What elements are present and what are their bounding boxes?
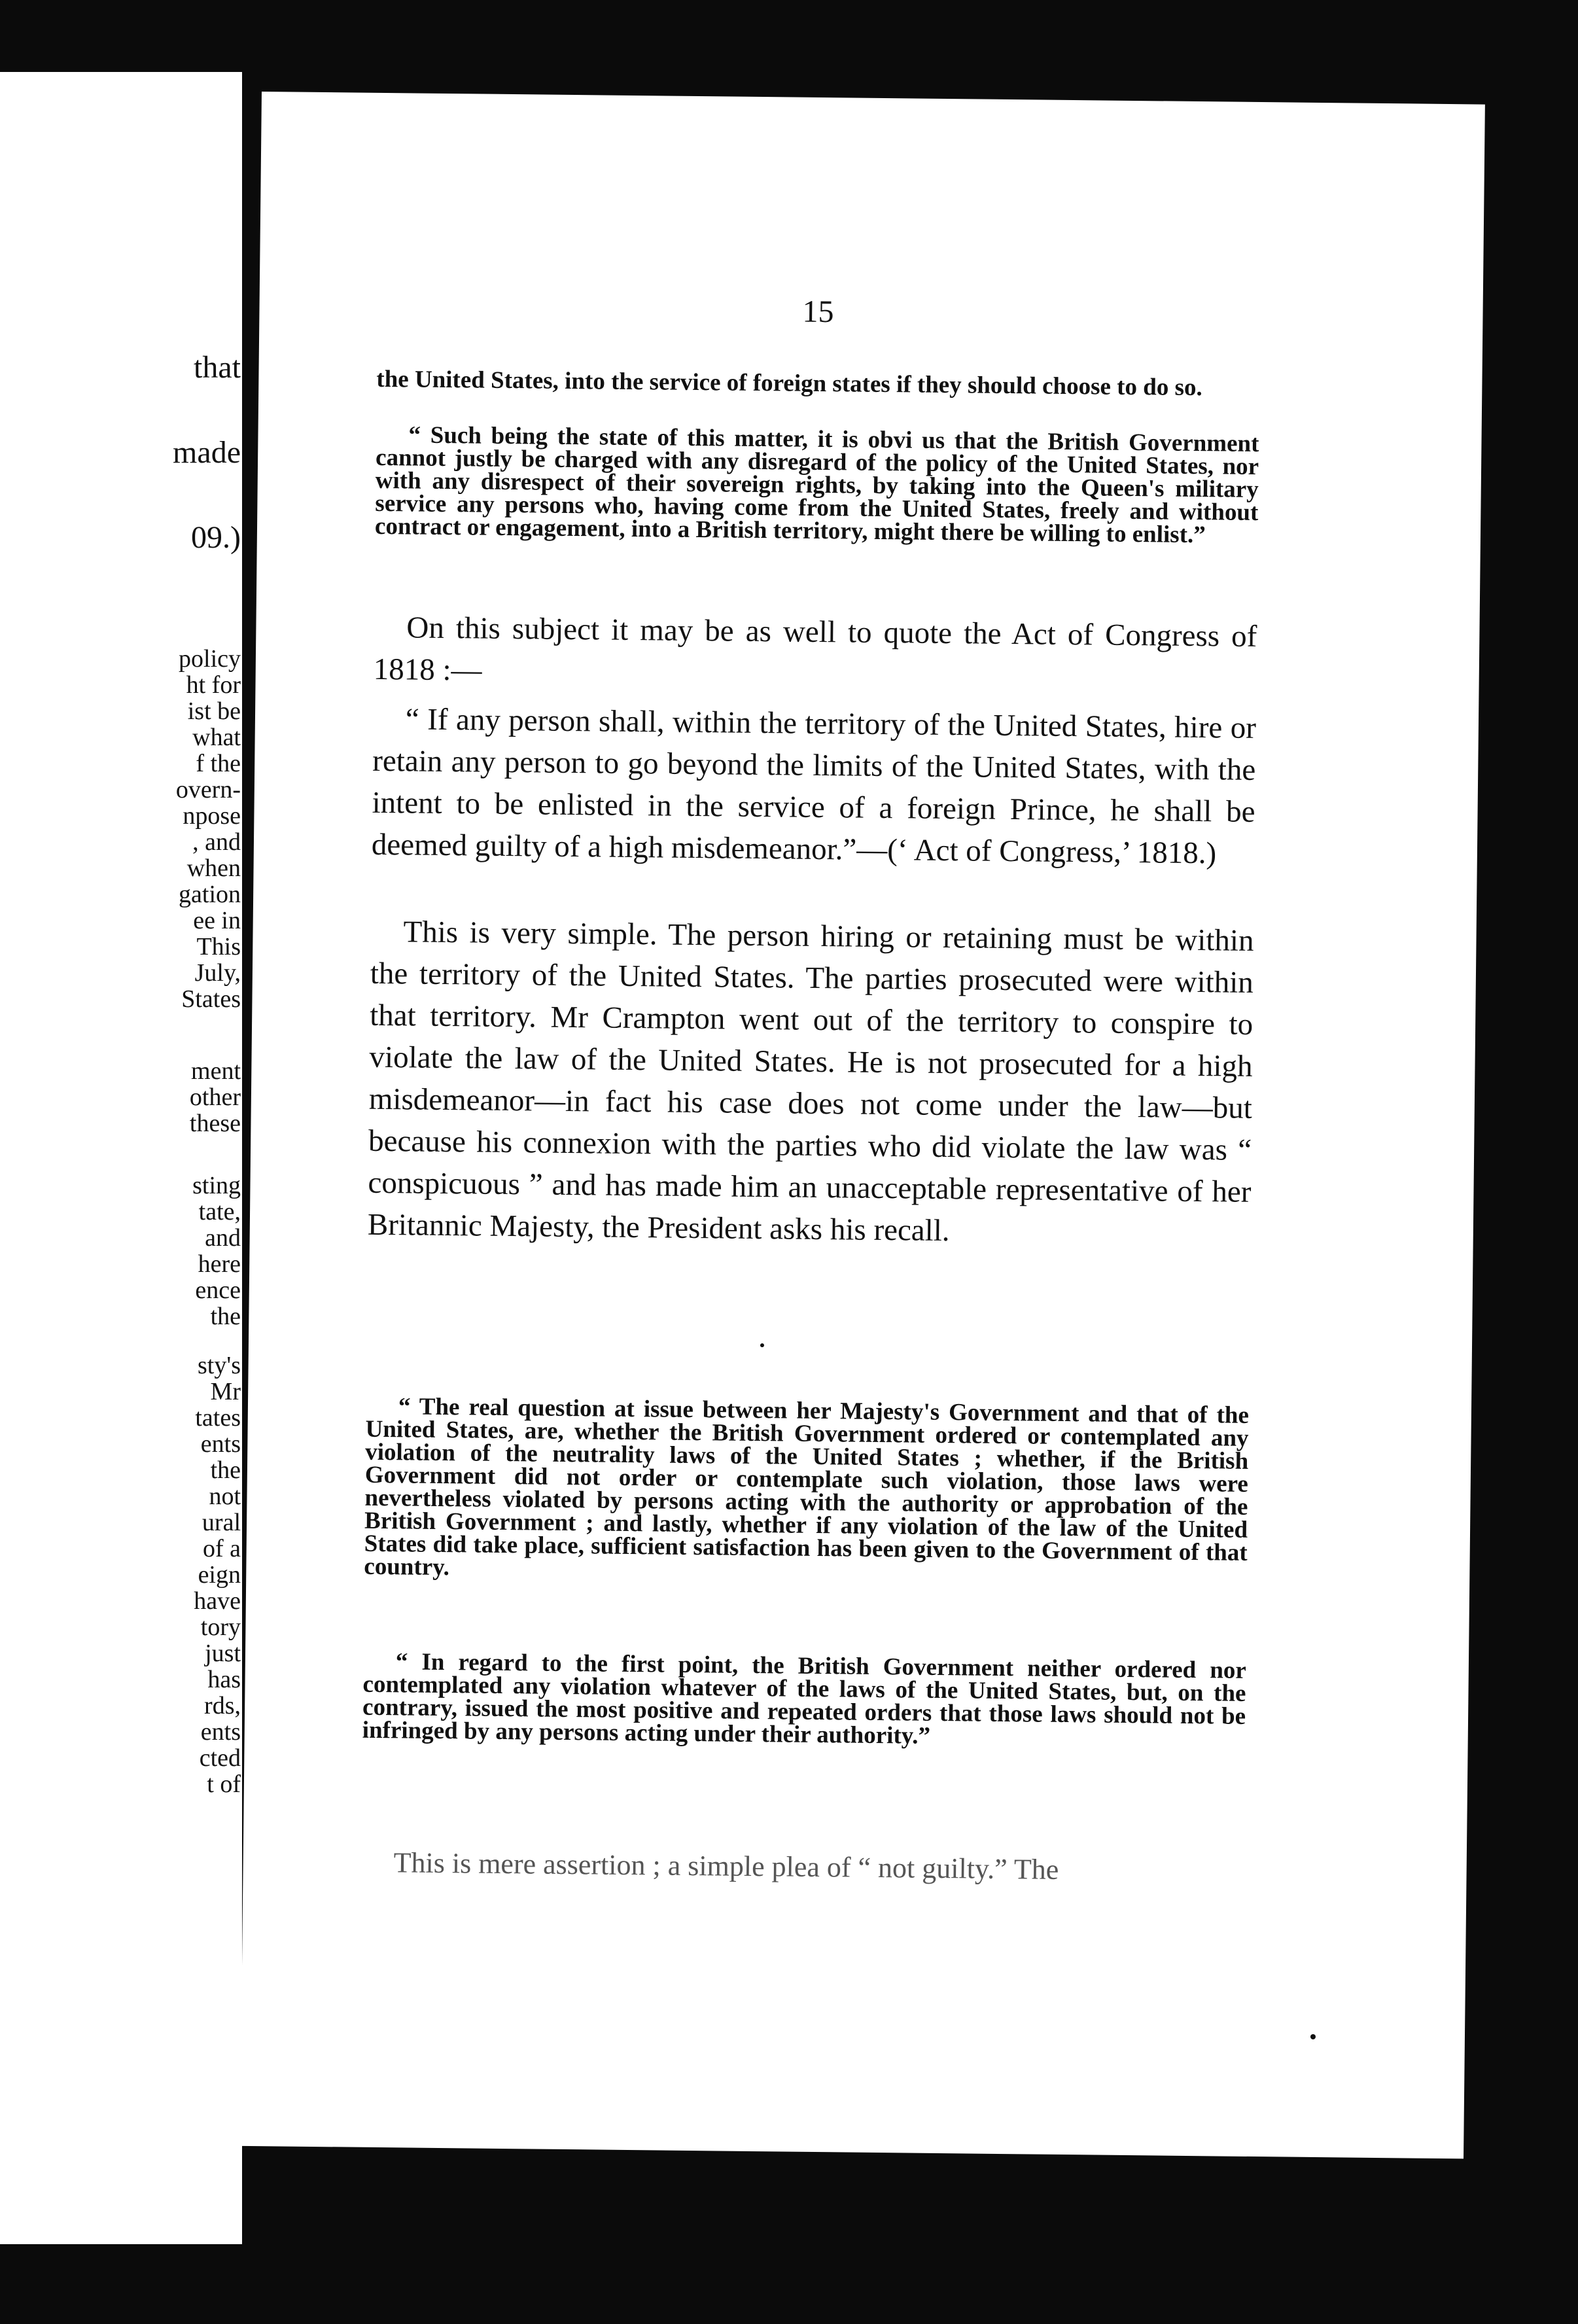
- left-page-line-fragment: t of: [207, 1770, 241, 1798]
- left-page-line-fragment: tate,: [198, 1198, 241, 1225]
- left-page-line-fragment: sty's: [198, 1352, 241, 1379]
- left-page-line-fragment: ents: [200, 1718, 241, 1746]
- left-page-line-fragment: just: [205, 1640, 241, 1667]
- ink-dot: [1310, 2034, 1316, 2039]
- left-page-line-fragment: that: [194, 350, 241, 385]
- left-page-line-fragment: , and: [192, 828, 241, 856]
- left-page-line-fragment: these: [189, 1110, 241, 1137]
- left-page-line-fragment: July,: [194, 959, 241, 987]
- left-page-line-fragment: Mr: [210, 1378, 241, 1405]
- left-page-line-fragment: 09.): [191, 520, 241, 555]
- left-page-line-fragment: This: [196, 933, 241, 960]
- left-page-line-fragment: policy: [179, 645, 241, 673]
- ink-dot: [760, 1343, 764, 1347]
- right-page: [240, 92, 1485, 2158]
- left-page-line-fragment: ents: [200, 1430, 241, 1458]
- left-page-line-fragment: have: [194, 1587, 241, 1615]
- left-page-line-fragment: npose: [183, 802, 241, 830]
- left-page-line-fragment: tory: [200, 1613, 241, 1641]
- quote-1-paragraph-1: the United States, into the service of foreign states if they should choose to do so.: [376, 365, 1202, 402]
- left-page-line-fragment: ural: [202, 1509, 241, 1536]
- page-number: 15: [802, 294, 834, 330]
- left-page-line-fragment: and: [205, 1224, 241, 1252]
- left-page-line-fragment: here: [198, 1250, 241, 1278]
- body-paragraph-3: This is very simple. The person hiring or retaining must be within the territory of the United States. The parties prosecuted were within that territory. Mr Crampton went out of the territory to conspire to violate the law of the United States. He is not prosecuted for a high misdemeanor—in fact his case does not come under the law—but because his connexion with the parties who did violate the law was “ conspicuous ” and has made him an unacceptable representative of her Britannic Majesty, the President asks his recall.: [367, 915, 1254, 1248]
- quote-1-paragraph-2: “ Such being the state of this matter, it is obvi us that the British Government cannot justly be charged with any disregard of the policy of the United States, nor with any disrespect of their sovereign rights, by taking into the Queen's military service any persons who, having come from the United States, freely and without contract or engagement, into a British territory, might there be willing to enlist.”: [374, 421, 1259, 549]
- left-page-line-fragment: ence: [195, 1276, 241, 1304]
- left-page-line-fragment: ee in: [193, 907, 241, 934]
- left-page-line-fragment: of a: [202, 1535, 241, 1562]
- quote-2-paragraph-2: “ In regard to the first point, the British Government neither ordered nor contemplated any violation whatever of the laws of the United States, but, on the contrary, issued the most positive and repeated orders that those laws should not be infringed by any persons acting under their authority.”: [362, 1648, 1247, 1750]
- left-page-line-fragment: eign: [198, 1561, 241, 1589]
- left-page-line-fragment: sting: [192, 1172, 241, 1199]
- left-page-line-fragment: what: [192, 724, 241, 751]
- closing-line: This is mere assertion ; a simple plea of “ not guilty.” The: [393, 1846, 1059, 1886]
- left-page-line-fragment: not: [209, 1483, 241, 1510]
- left-page-line-fragment: States: [181, 985, 241, 1013]
- left-page-line-fragment: other: [189, 1083, 241, 1111]
- left-page-line-fragment: tates: [195, 1404, 241, 1432]
- left-page-line-fragment: ist be: [187, 697, 241, 725]
- left-page-line-fragment: ment: [191, 1057, 241, 1085]
- left-page-line-fragment: cted: [199, 1744, 241, 1772]
- left-page-line-fragment: made: [173, 435, 241, 470]
- left-page-line-fragment: gation: [179, 881, 241, 908]
- left-page-line-fragment: ht for: [186, 671, 241, 699]
- body-paragraph-2: “ If any person shall, within the territory of the United States, hire or retain any person to go beyond the limits of the United States, with the intent to be enlisted in the service of a foreign Prince, he shall be deemed guilty of a high misdemeanor.”—(‘ Act of Congress,’ 1818.): [371, 702, 1257, 871]
- left-page-line-fragment: the: [210, 1303, 241, 1330]
- left-page-line-fragment: has: [207, 1666, 241, 1693]
- quote-2-paragraph-1: “ The real question at issue between her Majesty's Government and that of the United States, are, whether the British Government ordered or contemplated any violation of the neutrality laws of the United States ; whether, if the British Government did not order or contemplate such violation, those laws were nevertheless violated by persons acting with the authority or approbation of the British Government ; and lastly, whether if any violation of the law of the United States did take place, sufficient satisfaction has been given to the Government of that country.: [364, 1393, 1250, 1581]
- left-page-line-fragment: rds,: [204, 1692, 241, 1719]
- left-page-line-fragment: f the: [196, 750, 241, 777]
- left-page-line-fragment: overn-: [175, 776, 241, 803]
- left-page-line-fragment: the: [210, 1456, 241, 1484]
- body-paragraph-1: On this subject it may be as well to quote the Act of Congress of 1818 :—: [373, 610, 1257, 688]
- left-page: [0, 72, 242, 2244]
- left-page-line-fragment: when: [186, 854, 241, 882]
